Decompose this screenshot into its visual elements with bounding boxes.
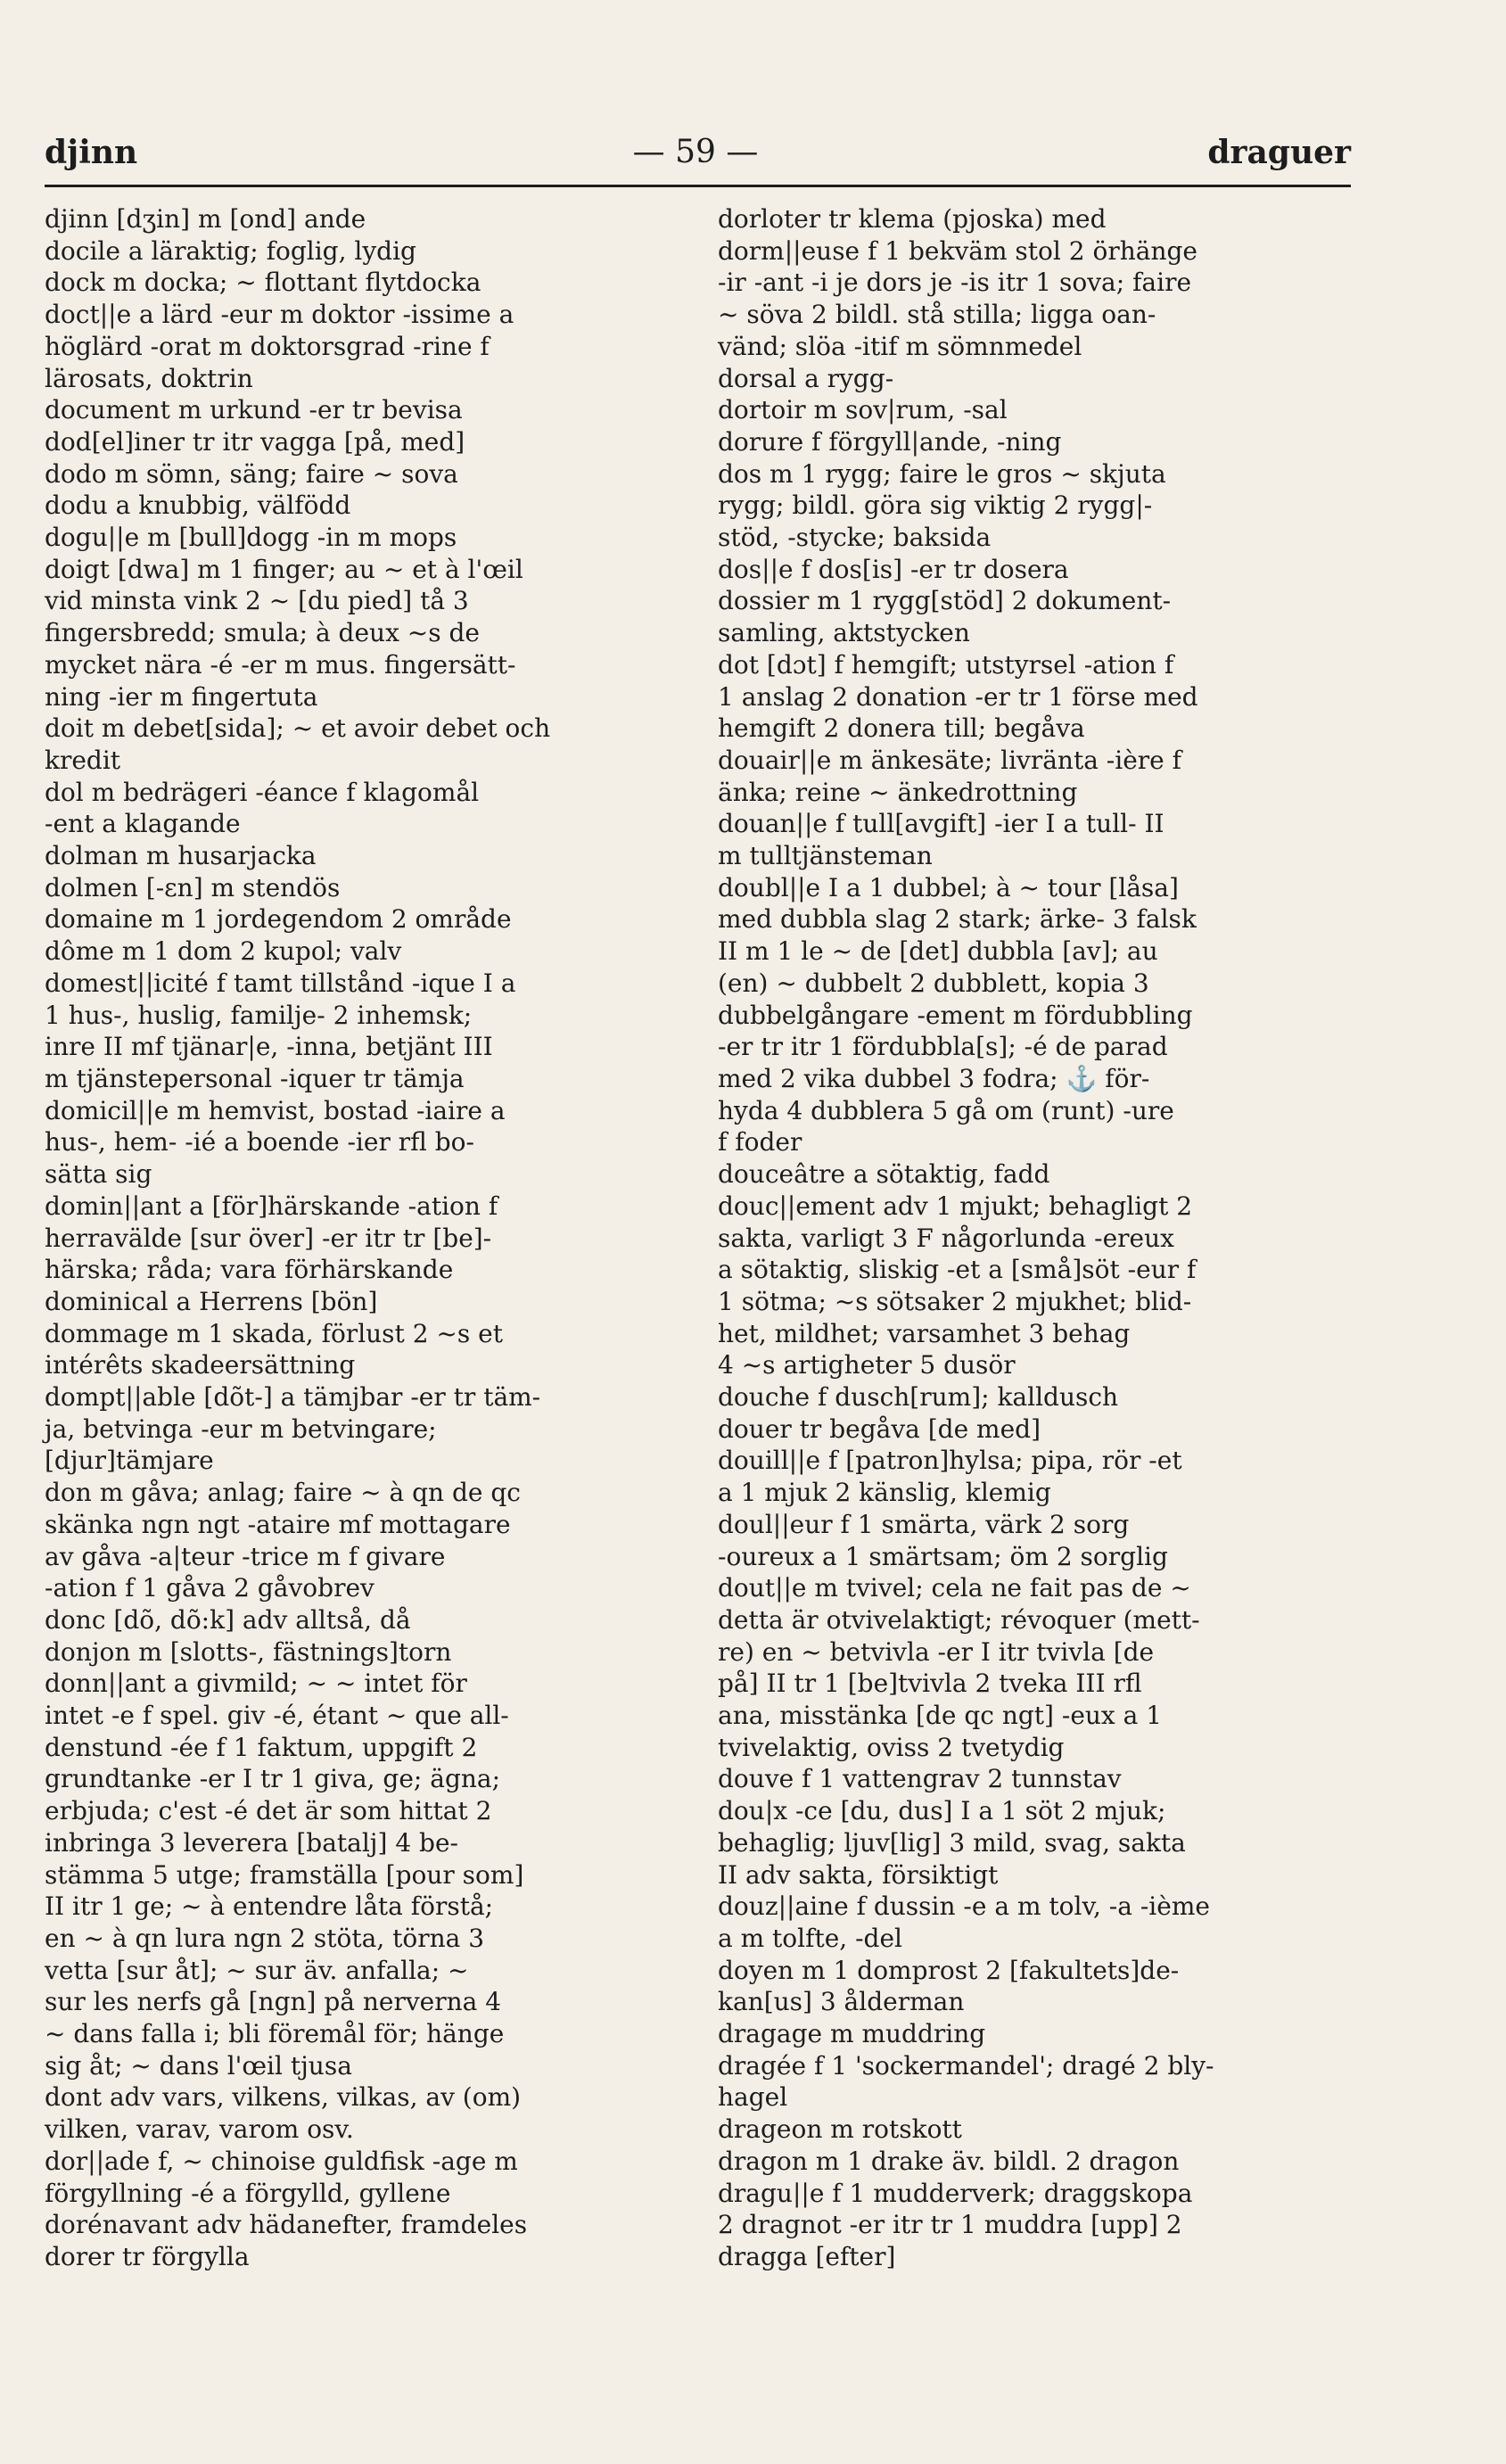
dictionary-line: douche f dusch[rum]; kalldusch <box>718 1382 1119 1413</box>
dictionary-line: änka; reine ~ änkedrottning <box>718 777 1078 807</box>
dictionary-line: 4 ~s artigheter 5 dusör <box>718 1350 1016 1380</box>
dictionary-line: ~ dans falla i; bli föremål för; hänge <box>45 2019 505 2049</box>
dictionary-line: dragage m muddring <box>718 2019 986 2049</box>
header-rule <box>45 185 1351 187</box>
dictionary-line: dou|x -ce [du, dus] I a 1 söt 2 mjuk; <box>718 1796 1166 1826</box>
dictionary-line: -ir -ant -i je dors je -is itr 1 sova; faire <box>718 268 1192 298</box>
dictionary-line: dock m docka; ~ flottant flytdocka <box>45 268 481 298</box>
dictionary-line: med 2 vika dubbel 3 fodra; ⚓ för- <box>718 1063 1150 1093</box>
dictionary-line: en ~ à qn lura ngn 2 stöta, törna 3 <box>45 1923 485 1953</box>
dictionary-line: 2 dragnot -er itr tr 1 muddra [upp] 2 <box>718 2210 1182 2240</box>
dictionary-line: doigt [dwa] m 1 finger; au ~ et à l'œil <box>45 554 523 584</box>
dictionary-line: grundtanke -er I tr 1 giva, ge; ägna; <box>45 1764 501 1794</box>
dictionary-line: vänd; slöa -itif m sömnmedel <box>718 331 1082 361</box>
dictionary-line: douan||e f tull[avgift] -ier I a tull- II <box>718 809 1164 839</box>
page-header <box>45 134 1351 187</box>
dictionary-line: inbringa 3 leverera [batalj] 4 be- <box>45 1827 458 1858</box>
dictionary-line: m tulltjänsteman <box>718 841 933 871</box>
dictionary-line: vetta [sur åt]; ~ sur äv. anfalla; ~ <box>45 1955 469 1985</box>
dictionary-line: II adv sakta, försiktigt <box>718 1859 999 1890</box>
dictionary-line: dorer tr förgylla <box>45 2242 250 2271</box>
dictionary-line: douve f 1 vattengrav 2 tunnstav <box>718 1764 1122 1794</box>
dictionary-line: dod[el]iner tr itr vagga [på, med] <box>45 426 465 457</box>
dictionary-line: dragon m 1 drake äv. bildl. 2 dragon <box>718 2146 1180 2176</box>
dictionary-line: hus-, hem- -ié a boende -ier rfl bo- <box>45 1127 474 1158</box>
dictionary-line: f foder <box>718 1127 802 1158</box>
left-column <box>45 203 704 2273</box>
dictionary-line: douill||e f [patron]hylsa; pipa, rör -et <box>718 1446 1182 1476</box>
dictionary-line: dogu||e m [bull]dogg -in m mops <box>45 523 457 553</box>
dictionary-line: document m urkund -er tr bevisa <box>45 395 463 425</box>
dictionary-line: ~ söva 2 bildl. stå stilla; ligga oan- <box>718 300 1156 330</box>
dictionary-line: inre II mf tjänar|e, -inna, betjänt III <box>45 1032 493 1062</box>
dictionary-line: dortoir m sov|rum, -sal <box>718 395 1008 425</box>
dictionary-line: douz||aine f dussin -e a m tolv, -a -ième <box>718 1891 1210 1922</box>
dictionary-line: lärosats, doktrin <box>45 363 253 393</box>
dictionary-line: dor||ade f, ~ chinoise guldfisk -age m <box>45 2146 518 2176</box>
dictionary-line: sätta sig <box>45 1159 152 1190</box>
dictionary-line: -er tr itr 1 fördubbla[s]; -é de parad <box>718 1032 1168 1062</box>
dictionary-line: dorloter tr klema (pjoska) med <box>718 204 1107 234</box>
dictionary-line: II itr 1 ge; ~ à entendre låta förstå; <box>45 1891 494 1922</box>
dictionary-line: dolmen [-ɛn] m stendös <box>45 872 341 902</box>
dictionary-line: dodu a knubbig, välfödd <box>45 490 351 521</box>
header-first-word: djinn <box>45 134 138 171</box>
dictionary-line: a sötaktig, sliskig -et a [små]söt -eur f <box>718 1255 1197 1285</box>
dictionary-line: samling, aktstycken <box>718 618 970 648</box>
dictionary-line: donc [dõ, dõ:k] adv alltså, då <box>45 1604 411 1635</box>
dictionary-line: dorm||euse f 1 bekväm stol 2 örhänge <box>718 235 1197 266</box>
dictionary-line: hagel <box>718 2082 788 2113</box>
dictionary-line: douceâtre a sötaktig, fadd <box>718 1159 1050 1190</box>
dictionary-line: douc||ement adv 1 mjukt; behagligt 2 <box>718 1191 1193 1221</box>
dictionary-line: dragu||e f 1 mudderverk; draggskopa <box>718 2178 1193 2208</box>
dictionary-line: domaine m 1 jordegendom 2 område <box>45 904 512 935</box>
dictionary-line: -ent a klagande <box>45 809 241 839</box>
dictionary-line: -ation f 1 gåva 2 gåvobrev <box>45 1573 374 1603</box>
dictionary-line: II m 1 le ~ de [det] dubbla [av]; au <box>718 936 1158 967</box>
dictionary-line: domest||icité f tamt tillstånd -ique I a <box>45 968 516 998</box>
dictionary-line: doubl||e I a 1 dubbel; à ~ tour [låsa] <box>718 872 1179 902</box>
dictionary-line: ana, misstänka [de qc ngt] -eux a 1 <box>718 1701 1163 1731</box>
dictionary-line: a m tolfte, -del <box>718 1923 903 1953</box>
dictionary-line: douair||e m änkesäte; livränta -ière f <box>718 745 1182 775</box>
dictionary-line: -oureux a 1 smärtsam; öm 2 sorglig <box>718 1541 1168 1571</box>
dictionary-line: dragée f 1 'sockermandel'; dragé 2 bly- <box>718 2050 1214 2081</box>
dictionary-line: don m gåva; anlag; faire ~ à qn de qc <box>45 1478 521 1508</box>
dictionary-line: dragga [efter] <box>718 2242 896 2271</box>
dictionary-line: doul||eur f 1 smärta, värk 2 sorg <box>718 1509 1130 1539</box>
dictionary-line: dos||e f dos[is] -er tr dosera <box>718 554 1069 584</box>
dictionary-line: hemgift 2 donera till; begåva <box>718 713 1085 744</box>
dictionary-line: docile a läraktig; foglig, lydig <box>45 235 416 266</box>
dictionary-line: domicil||e m hemvist, bostad -iaire a <box>45 1095 506 1125</box>
dictionary-line: dodo m sömn, säng; faire ~ sova <box>45 458 458 489</box>
dictionary-line: donjon m [slotts-, fästnings]torn <box>45 1636 452 1667</box>
dictionary-line: doit m debet[sida]; ~ et avoir debet och <box>45 713 551 744</box>
header-last-word: draguer <box>1207 134 1351 171</box>
dictionary-line: domin||ant a [för]härskande -ation f <box>45 1191 498 1221</box>
dictionary-line: dorénavant adv hädanefter, framdeles <box>45 2210 528 2240</box>
dictionary-line: dôme m 1 dom 2 kupol; valv <box>45 936 402 967</box>
dictionary-line: vilken, varav, varom osv. <box>45 2114 354 2145</box>
dictionary-line: m tjänstepersonal -iquer tr tämja <box>45 1063 465 1093</box>
dictionary-line: härska; råda; vara förhärskande <box>45 1255 454 1285</box>
dictionary-line: dubbelgångare -ement m fördubbling <box>718 1000 1193 1030</box>
dictionary-line: erbjuda; c'est -é det är som hittat 2 <box>45 1796 492 1826</box>
dictionary-line: stämma 5 utge; framställa [pour som] <box>45 1859 524 1890</box>
dictionary-line: sur les nerfs gå [ngn] på nerverna 4 <box>45 1987 502 2017</box>
dictionary-line: intet -e f spel. giv -é, étant ~ que all- <box>45 1701 509 1731</box>
dictionary-line: dorure f förgyll|ande, -ning <box>718 426 1062 457</box>
dictionary-line: dol m bedrägeri -éance f klagomål <box>45 777 480 807</box>
dictionary-line: ning -ier m fingertuta <box>45 681 318 712</box>
dictionary-line: 1 hus-, huslig, familje- 2 inhemsk; <box>45 1000 473 1030</box>
dictionary-line: donn||ant a givmild; ~ ~ intet för <box>45 1669 467 1699</box>
dictionary-line: doct||e a lärd -eur m doktor -issime a <box>45 300 514 330</box>
dictionary-line: het, mildhet; varsamhet 3 behag <box>718 1318 1131 1348</box>
dictionary-line: dout||e m tvivel; cela ne fait pas de ~ <box>718 1573 1191 1603</box>
dictionary-line: ja, betvinga -eur m betvingare; <box>45 1413 437 1444</box>
dictionary-line: denstund -ée f 1 faktum, uppgift 2 <box>45 1732 478 1762</box>
dictionary-line: hyda 4 dubblera 5 gå om (runt) -ure <box>718 1095 1174 1125</box>
dictionary-line: sakta, varligt 3 F någorlunda -ereux <box>718 1223 1174 1253</box>
dictionary-line: rygg; bildl. göra sig viktig 2 rygg|- <box>718 490 1153 521</box>
dictionary-line: herravälde [sur över] -er itr tr [be]- <box>45 1223 492 1253</box>
dictionary-line: re) en ~ betvivla -er I itr tvivla [de <box>718 1636 1155 1667</box>
dictionary-line: dolman m husarjacka <box>45 841 317 871</box>
dictionary-line: dominical a Herrens [bön] <box>45 1286 378 1316</box>
dictionary-line: stöd, -stycke; baksida <box>718 523 992 553</box>
dictionary-line: intérêts skadeersättning <box>45 1350 356 1380</box>
right-column <box>718 203 1378 2273</box>
dictionary-line: (en) ~ dubbelt 2 dubblett, kopia 3 <box>718 968 1149 998</box>
dictionary-line: dont adv vars, vilkens, vilkas, av (om) <box>45 2082 522 2113</box>
dictionary-line: 1 sötma; ~s sötsaker 2 mjukhet; blid- <box>718 1286 1192 1316</box>
dictionary-line: skänka ngn ngt -ataire mf mottagare <box>45 1509 511 1539</box>
dictionary-line: djinn [dʒin] m [ond] ande <box>45 204 366 234</box>
dictionary-line: höglärd -orat m doktorsgrad -rine f <box>45 331 490 361</box>
dictionary-line: sig åt; ~ dans l'œil tjusa <box>45 2050 352 2081</box>
dictionary-line: dot [dɔt] f hemgift; utstyrsel -ation f <box>718 649 1174 680</box>
dictionary-line: mycket nära -é -er m mus. fingersätt- <box>45 649 516 680</box>
dictionary-line: 1 anslag 2 donation -er tr 1 förse med <box>718 681 1198 712</box>
dictionary-line: kredit <box>45 745 121 775</box>
dictionary-line: förgyllning -é a förgylld, gyllene <box>45 2178 451 2208</box>
dictionary-line: tvivelaktig, oviss 2 tvetydig <box>718 1732 1065 1762</box>
dictionary-line: på] II tr 1 [be]tvivla 2 tveka III rfl <box>718 1669 1142 1699</box>
dictionary-line: kan[us] 3 ålderman <box>718 1987 965 2017</box>
dictionary-line: dossier m 1 rygg[stöd] 2 dokument- <box>718 586 1172 616</box>
dictionary-line: detta är otvivelaktigt; révoquer (mett- <box>718 1604 1200 1635</box>
dictionary-line: vid minsta vink 2 ~ [du pied] tå 3 <box>45 586 469 616</box>
dictionary-line: dommage m 1 skada, förlust 2 ~s et <box>45 1318 503 1348</box>
page-number: — 59 — <box>632 134 759 170</box>
dictionary-line: doyen m 1 domprost 2 [fakultets]de- <box>718 1955 1180 1985</box>
dictionary-line: av gåva -a|teur -trice m f givare <box>45 1541 446 1571</box>
dictionary-line: douer tr begåva [de med] <box>718 1413 1041 1444</box>
dictionary-line: a 1 mjuk 2 känslig, klemig <box>718 1478 1051 1508</box>
dictionary-line: dorsal a rygg- <box>718 363 894 393</box>
dictionary-line: fingersbredd; smula; à deux ~s de <box>45 618 480 648</box>
dictionary-line: drageon m rotskott <box>718 2114 962 2145</box>
dictionary-line: dompt||able [dõt-] a tämjbar -er tr täm- <box>45 1382 541 1413</box>
dictionary-line: [djur]tämjare <box>45 1446 214 1476</box>
dictionary-line: behaglig; ljuv[lig] 3 mild, svag, sakta <box>718 1827 1186 1858</box>
dictionary-line: med dubbla slag 2 stark; ärke- 3 falsk <box>718 904 1197 935</box>
dictionary-line: dos m 1 rygg; faire le gros ~ skjuta <box>718 458 1166 489</box>
